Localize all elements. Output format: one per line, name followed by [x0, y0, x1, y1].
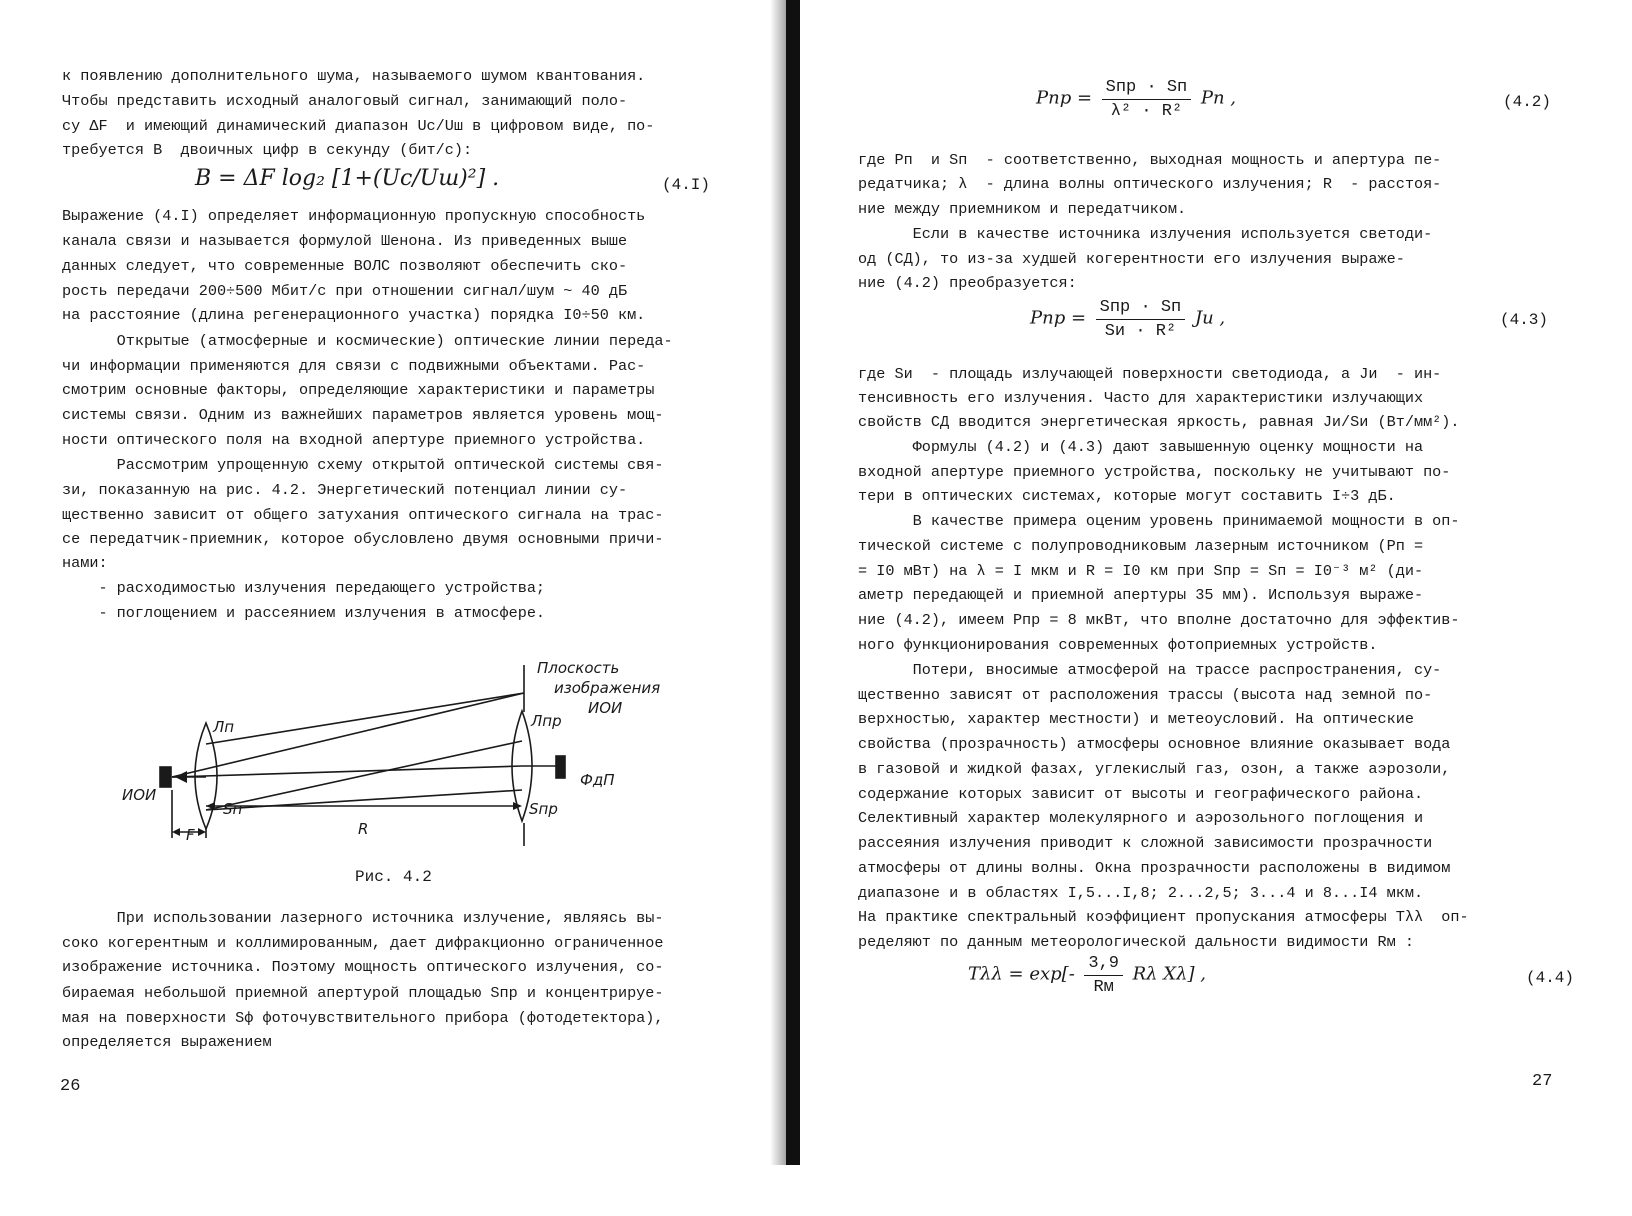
eq42-numerator: Sпр · Sп: [1102, 78, 1192, 100]
equation-number-4-3: (4.3): [1500, 311, 1549, 329]
text-line: системы связи. Одним из важнейших параметров является уровень мощ-: [62, 406, 664, 424]
text-line: од (СД), то из-за худшей когерентности его излучения выраже-: [858, 250, 1405, 268]
text-line: изображение источника. Поэтому мощность оптического излучения, со-: [62, 958, 664, 976]
text-line: редатчика; λ - длина волны оптического излучения; R - расстоя-: [858, 175, 1442, 193]
text-line: свойств СД вводится энергетическая яркость, равная Jи/Sи (Вт/мм²).: [858, 413, 1460, 431]
text-line: На практике спектральный коэффициент пропускания атмосферы Tλλ оп-: [858, 908, 1469, 926]
text-line: данных следует, что современные ВОЛС позволяют обеспечить ско-: [62, 257, 628, 275]
text-line: При использовании лазерного источника излучение, являясь вы-: [62, 909, 664, 927]
arrow-head: [172, 828, 180, 836]
page-number: 26: [60, 1077, 81, 1096]
figure-label-iou-top: ИОИ: [588, 699, 623, 717]
eq42-fraction: [1102, 78, 1192, 121]
text-line: ние между приемником и передатчиком.: [858, 200, 1187, 218]
text-line: се передатчик-приемник, которое обусловлено двумя основными причи-: [62, 530, 664, 548]
figure-label-sn: Sп: [223, 800, 243, 818]
figure-label-spr: Sпр: [529, 800, 558, 818]
arrow-head: [198, 828, 206, 836]
text-line: содержание которых зависит от высоты и географического района.: [858, 785, 1424, 803]
eq43-denominator: Sи · R²: [1104, 322, 1177, 341]
text-line: аметр передающей и приемной апертуры 35 мм). Используя выраже-: [858, 586, 1424, 604]
text-line: В качестве примера оценим уровень принимаемой мощности в оп-: [858, 512, 1460, 530]
text-line: зи, показанную на рис. 4.2. Энергетический потенциал линии су-: [62, 481, 628, 499]
text-line: щественно зависят от расположения трассы (высота над земной по-: [858, 686, 1433, 704]
text-line: Открытые (атмосферные и космические) оптические линии переда-: [62, 332, 673, 350]
arrow-head: [175, 771, 187, 783]
text-line: где Sи - площадь излучающей поверхности светодиода, а Jи - ин-: [858, 365, 1442, 383]
text-line: ние (4.2), имеем Pпр = 8 мкВт, что вполне достаточно для эффектив-: [858, 611, 1460, 629]
equation-4-2: [1036, 78, 1236, 121]
text-line: Потери, вносимые атмосферой на трассе распространения, су-: [858, 661, 1442, 679]
figure-label-fdp: ФдП: [580, 771, 615, 789]
figure-caption: Рис. 4.2: [355, 868, 432, 886]
beam-ray-a: [206, 693, 524, 744]
equation-4-1: B = ΔF log₂ [1+(Uc/Uш)²] .: [195, 166, 500, 191]
text-line: соко когерентным и коллимированным, дает дифракционно ограниченное: [62, 934, 664, 952]
figure-label-iou-left: ИОИ: [122, 786, 157, 804]
text-line: верхностью, характер местности) и метеоусловий. На оптические: [858, 710, 1414, 728]
text-line: рассеяния излучения приводит к сложной зависимости прозрачности: [858, 834, 1433, 852]
text-line: в газовой и жидкой фазах, углекислый газ, озон, а также аэрозоли,: [858, 760, 1451, 778]
eq43-numerator: Sпр · Sп: [1096, 298, 1186, 320]
eq44-tail: Rλ Xλ] ,: [1132, 963, 1206, 985]
text-line: тической системе с полупроводниковым лазерным источником (Pп =: [858, 537, 1424, 555]
figure-label-plane: Плоскость: [537, 659, 620, 677]
eq42-tail: Pп ,: [1200, 87, 1237, 109]
eq43-lhs: Pпр =: [1030, 307, 1087, 329]
text-line: су ΔF и имеющий динамический диапазон Uc/Uш в цифровом виде, по-: [62, 117, 655, 135]
text-line: рость передачи 200÷500 Мбит/с при отношении сигнал/шум ~ 40 дБ: [62, 282, 628, 300]
text-line: ности оптического поля на входной апертуре приемного устройства.: [62, 431, 646, 449]
text-line: требуется B двоичных цифр в секунду (бит/с):: [62, 141, 473, 159]
eq43-tail: Jи ,: [1194, 307, 1226, 329]
eq44-fraction: [1084, 954, 1123, 997]
text-line: диапазоне и в областях I,5...I,8; 2...2,5; 3...4 и 8...I4 мкм.: [858, 884, 1424, 902]
equation-4-4: [968, 954, 1206, 997]
beam-ray-axis: [172, 766, 522, 777]
eq42-denominator: λ² · R²: [1110, 102, 1183, 121]
text-line: смотрим основные факторы, определяющие характеристики и параметры: [62, 381, 655, 399]
text-line: Рассмотрим упрощенную схему открытой оптической системы свя-: [62, 456, 664, 474]
text-line: щественно зависит от общего затухания оптического сигнала на трас-: [62, 506, 664, 524]
figure-4-2-diagram: [0, 0, 786, 900]
eq43-fraction: [1096, 298, 1186, 341]
text-line: к появлению дополнительного шума, называемого шумом квантования.: [62, 67, 646, 85]
text-line: тери в оптических системах, которые могут составить I÷3 дБ.: [858, 487, 1396, 505]
equation-number-4-1: (4.I): [662, 176, 711, 194]
book-spine: [786, 0, 800, 1165]
text-line: определяется выражением: [62, 1033, 272, 1051]
page-number: 27: [1532, 1072, 1553, 1091]
text-line: на расстояние (длина регенерационного участка) порядка I0÷50 км.: [62, 306, 646, 324]
emitter-block: [160, 767, 171, 787]
text-line: Селективный характер молекулярного и аэрозольного поглощения и: [858, 809, 1424, 827]
text-line: нами:: [62, 554, 108, 572]
eq42-lhs: Pпр =: [1036, 87, 1093, 109]
text-line: ределяют по данным метеорологической дальности видимости Rм :: [858, 933, 1414, 951]
text-line: канала связи и называется формулой Шенона. Из приведенных выше: [62, 232, 628, 250]
text-line: = I0 мВт) на λ = I мкм и R = I0 км при Sпр = Sп = I0⁻³ м² (ди-: [858, 562, 1424, 580]
figure-label-lpr: Лпр: [531, 712, 562, 730]
text-line: чи информации применяются для связи с подвижными объектами. Рас-: [62, 357, 646, 375]
photodetector: [556, 756, 565, 778]
text-line: бираемая небольшой приемной апертурой площадью Sпр и концентрируе-: [62, 984, 664, 1002]
text-line: ние (4.2) преобразуется:: [858, 274, 1077, 292]
figure-label-image: изображения: [554, 679, 661, 697]
figure-label-r: R: [358, 820, 369, 838]
text-line: свойства (прозрачность) атмосферы основное влияние оказывает вода: [858, 735, 1451, 753]
text-line: Выражение (4.I) определяет информационную пропускную способность: [62, 207, 646, 225]
text-line: ного функционирования современных фотоприемных устройств.: [858, 636, 1378, 654]
text-line: мая на поверхности Sф фоточувствительного прибора (фотодетектора),: [62, 1009, 664, 1027]
equation-number-4-4: (4.4): [1526, 969, 1575, 987]
text-line: Если в качестве источника излучения используется светоди-: [858, 225, 1433, 243]
text-line: - поглощением и рассеянием излучения в атмосфере.: [62, 604, 546, 622]
eq44-lhs: Tλλ = exp[-: [968, 963, 1075, 985]
text-line: Формулы (4.2) и (4.3) дают завышенную оценку мощности на: [858, 438, 1424, 456]
equation-number-4-2: (4.2): [1503, 93, 1552, 111]
eq44-numerator: 3,9: [1084, 954, 1123, 976]
figure-label-f: F: [186, 826, 195, 844]
text-line: - расходимостью излучения передающего устройства;: [62, 579, 546, 597]
eq44-denominator: Rм: [1093, 978, 1114, 997]
text-line: входной апертуре приемного устройства, поскольку не учитывают по-: [858, 463, 1451, 481]
text-line: тенсивность его излучения. Часто для характеристики излучающих: [858, 389, 1424, 407]
text-line: Чтобы представить исходный аналоговый сигнал, занимающий поло-: [62, 92, 628, 110]
text-line: атмосферы от длины волны. Окна прозрачности расположены в видимом: [858, 859, 1451, 877]
equation-4-3: [1030, 298, 1225, 341]
figure-label-ln: Лп: [213, 718, 235, 736]
text-line: где Pп и Sп - соответственно, выходная мощность и апертура пе-: [858, 151, 1442, 169]
